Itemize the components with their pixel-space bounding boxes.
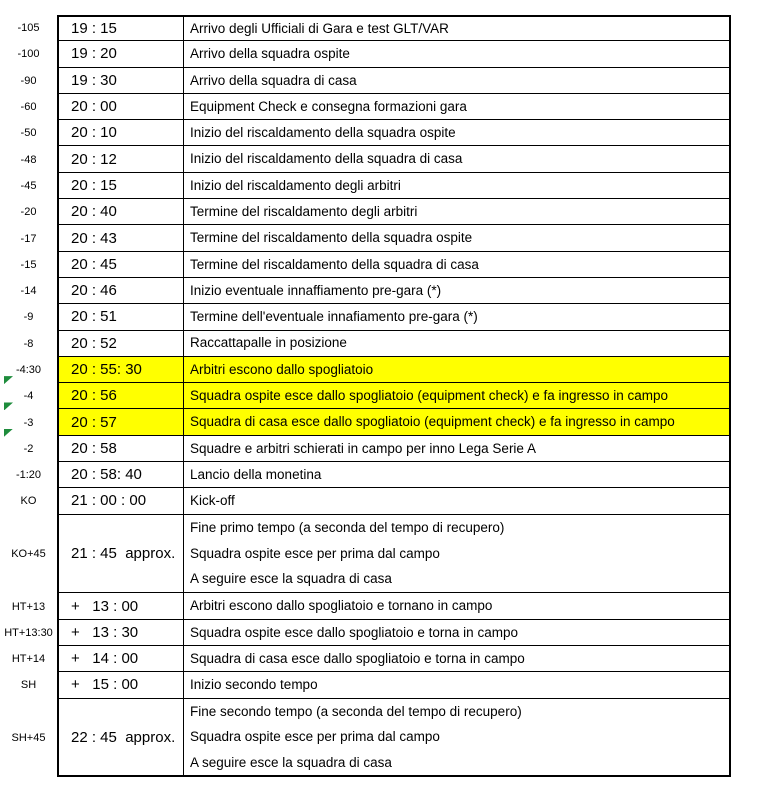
event-description-cell [184, 278, 731, 304]
event-description-cell [184, 383, 731, 409]
offset-label-cell [0, 331, 57, 357]
offset-label: HT+13 [11, 600, 46, 613]
offset-label: -45 [20, 179, 37, 192]
event-description-line: Arrivo della squadra ospite [190, 46, 350, 62]
event-description-cell [184, 225, 731, 251]
offset-label-cell [0, 146, 57, 172]
table-row [0, 173, 731, 199]
time-cell: + 13 : 30 [57, 620, 184, 646]
table-row [0, 68, 731, 94]
offset-label: -50 [20, 127, 37, 140]
offset-label-cell [0, 620, 57, 646]
table-row [0, 278, 731, 304]
event-description-line: A seguire esce la squadra di casa [190, 754, 392, 770]
time-cell: 19 : 30 [57, 68, 184, 94]
event-description-line: Equipment Check e consegna formazioni gara [190, 98, 467, 114]
offset-label: -100 [17, 48, 40, 61]
schedule-table [0, 15, 731, 777]
event-description-cell [184, 15, 731, 41]
event-description-line: Squadre e arbitri schierati in campo per inno Lega Serie A [190, 440, 536, 456]
event-description-line: Inizio del riscaldamento della squadra ospite [190, 125, 456, 141]
event-description-cell [184, 199, 731, 225]
time-cell: + 13 : 00 [57, 593, 184, 619]
event-description-line: Squadra ospite esce dallo spogliatoio e torna in campo [190, 624, 518, 640]
event-description-cell [184, 620, 731, 646]
event-description-cell [184, 409, 731, 435]
event-description-line: Lancio della monetina [190, 466, 322, 482]
event-description-cell [184, 357, 731, 383]
offset-label: -17 [20, 232, 37, 245]
offset-label-cell [0, 304, 57, 330]
table-row [0, 41, 731, 67]
time-cell: 19 : 15 [57, 15, 184, 41]
event-description-cell [184, 699, 731, 778]
offset-label: -14 [20, 285, 37, 298]
table-row [0, 225, 731, 251]
event-description-line: Inizio eventuale innaffiamento pre-gara (*) [190, 282, 442, 298]
event-description-line: Arrivo della squadra di casa [190, 72, 357, 88]
event-description-line: Squadra ospite esce per prima dal campo [190, 545, 440, 561]
table-row [0, 462, 731, 488]
offset-label-cell [0, 699, 57, 778]
event-description-cell [184, 672, 731, 698]
event-description-line: Kick-off [190, 493, 235, 509]
offset-label: -20 [20, 206, 37, 219]
table-row [0, 436, 731, 462]
event-description-cell [184, 304, 731, 330]
table-row [0, 699, 731, 778]
offset-label: -9 [23, 311, 34, 324]
table-row [0, 488, 731, 514]
time-cell: 21 : 45 approx. [57, 515, 184, 594]
offset-label-cell [0, 252, 57, 278]
time-cell: 20 : 58 [57, 436, 184, 462]
time-cell: 20 : 52 [57, 331, 184, 357]
event-description-line: Raccattapalle in posizione [190, 335, 347, 351]
table-row [0, 94, 731, 120]
offset-label: -2 [23, 442, 34, 455]
offset-label: -48 [20, 153, 37, 166]
event-description-line: Termine del riscaldamento degli arbitri [190, 203, 418, 219]
offset-label-cell [0, 225, 57, 251]
event-description-cell [184, 462, 731, 488]
event-description-cell [184, 120, 731, 146]
time-cell: 20 : 10 [57, 120, 184, 146]
event-description-cell [184, 252, 731, 278]
event-description-cell [184, 488, 731, 514]
event-description-line: Squadra di casa esce dallo spogliatoio (equipment check) e fa ingresso in campo [190, 414, 675, 430]
offset-label-cell [0, 120, 57, 146]
table-row [0, 120, 731, 146]
table-row [0, 672, 731, 698]
event-description-line: Arbitri escono dallo spogliatoio [190, 361, 374, 377]
time-cell: + 15 : 00 [57, 672, 184, 698]
time-cell: 20 : 15 [57, 173, 184, 199]
time-cell: 20 : 46 [57, 278, 184, 304]
event-description-line: A seguire esce la squadra di casa [190, 571, 392, 587]
table-row [0, 146, 731, 172]
event-description-cell [184, 68, 731, 94]
offset-label-cell [0, 94, 57, 120]
event-description-line: Inizio del riscaldamento degli arbitri [190, 177, 401, 193]
event-description-line: Squadra di casa esce dallo spogliatoio e torna in campo [190, 650, 525, 666]
offset-label-cell [0, 436, 57, 462]
event-description-cell [184, 94, 731, 120]
time-cell: 20 : 51 [57, 304, 184, 330]
offset-label: -4 [23, 390, 34, 403]
table-row [0, 199, 731, 225]
table-row [0, 15, 731, 41]
table-row [0, 409, 731, 435]
offset-label: SH+45 [11, 732, 46, 745]
offset-label: -105 [17, 22, 40, 35]
event-description-line: Arrivo degli Ufficiali di Gara e test GLT/VAR [190, 20, 449, 36]
event-description-line: Termine del riscaldamento della squadra ospite [190, 230, 473, 246]
offset-label-cell [0, 278, 57, 304]
event-description-line: Squadra ospite esce dallo spogliatoio (equipment check) e fa ingresso in campo [190, 388, 669, 404]
offset-label: KO [20, 495, 37, 508]
offset-label: -15 [20, 258, 37, 271]
table-row [0, 646, 731, 672]
time-cell: 20 : 12 [57, 146, 184, 172]
time-cell: 20 : 40 [57, 199, 184, 225]
offset-label-cell [0, 68, 57, 94]
event-description-line: Arbitri escono dallo spogliatoio e tornano in campo [190, 598, 493, 614]
table-row [0, 357, 731, 383]
event-description-line: Fine primo tempo (a seconda del tempo di recupero) [190, 520, 505, 536]
event-description-line: Termine del riscaldamento della squadra di casa [190, 256, 479, 272]
offset-label: -4:30 [15, 364, 42, 376]
offset-label-cell [0, 488, 57, 514]
time-cell: 20 : 00 [57, 94, 184, 120]
event-description-cell [184, 173, 731, 199]
offset-label: HT+14 [11, 653, 46, 666]
time-cell: 21 : 00 : 00 [57, 488, 184, 514]
offset-label: -90 [20, 74, 37, 87]
time-cell: 20 : 55: 30 [57, 357, 184, 383]
offset-label-cell [0, 41, 57, 67]
offset-label-cell [0, 672, 57, 698]
offset-label: -8 [23, 337, 34, 350]
offset-label: -1:20 [15, 469, 42, 482]
offset-label-cell [0, 593, 57, 619]
time-cell: 20 : 43 [57, 225, 184, 251]
offset-label-cell [0, 15, 57, 41]
table-row [0, 383, 731, 409]
event-description-cell [184, 515, 731, 594]
event-description-line: Inizio del riscaldamento della squadra di casa [190, 151, 463, 167]
event-description-cell [184, 436, 731, 462]
table-row [0, 515, 731, 594]
time-cell: 20 : 56 [57, 383, 184, 409]
table-row [0, 331, 731, 357]
event-description-line: Inizio secondo tempo [190, 677, 318, 693]
offset-label: HT+13:30 [4, 626, 53, 639]
offset-label-cell [0, 199, 57, 225]
time-cell: 19 : 20 [57, 41, 184, 67]
time-cell: 22 : 45 approx. [57, 699, 184, 778]
time-cell: + 14 : 00 [57, 646, 184, 672]
offset-label-cell [0, 646, 57, 672]
offset-label-cell [0, 462, 57, 488]
offset-label-cell [0, 173, 57, 199]
event-description-line: Fine secondo tempo (a seconda del tempo di recupero) [190, 703, 522, 719]
event-description-line: Squadra ospite esce per prima dal campo [190, 729, 440, 745]
time-cell: 20 : 58: 40 [57, 462, 184, 488]
table-row [0, 620, 731, 646]
table-row [0, 593, 731, 619]
time-cell: 20 : 45 [57, 252, 184, 278]
offset-label: -60 [20, 101, 37, 114]
time-cell: 20 : 57 [57, 409, 184, 435]
event-description-cell [184, 646, 731, 672]
offset-label-cell [0, 515, 57, 594]
table-row [0, 252, 731, 278]
table-row [0, 304, 731, 330]
event-description-line: Termine dell'eventuale innafiamento pre-gara (*) [190, 309, 478, 325]
offset-label: SH [20, 679, 37, 692]
offset-label: -3 [23, 416, 34, 429]
event-description-cell [184, 331, 731, 357]
event-description-cell [184, 41, 731, 67]
offset-label: KO+45 [11, 548, 46, 561]
event-description-cell [184, 146, 731, 172]
event-description-cell [184, 593, 731, 619]
